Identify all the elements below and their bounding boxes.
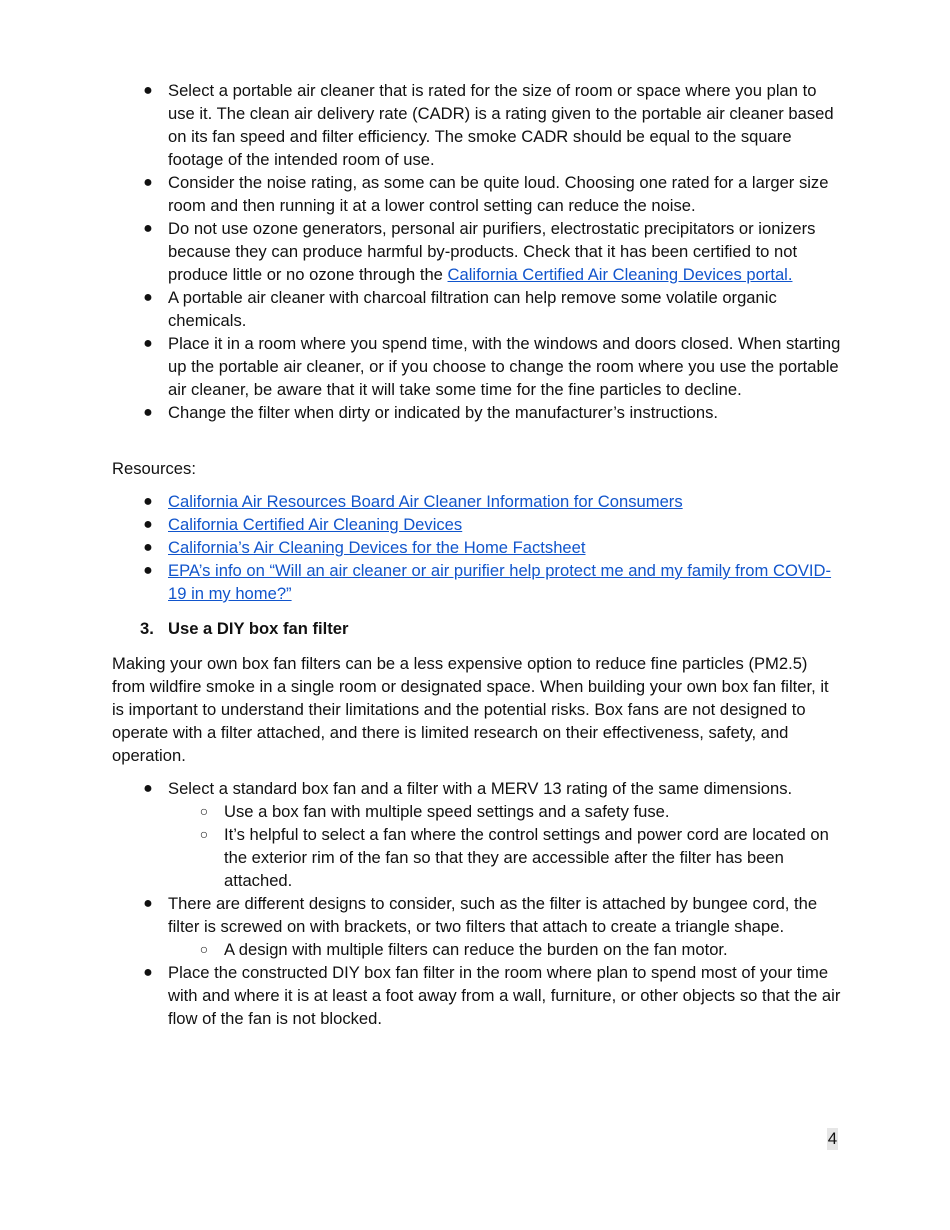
section-number: 3. [140,619,154,638]
list-item [112,171,842,217]
resources-list [112,490,842,605]
bullet-icon: ● [143,780,153,797]
document-content [112,79,842,1030]
bullet-icon: ● [143,562,153,579]
bullet-icon: ● [143,289,153,306]
section-intro-paragraph: Making your own box fan filters can be a less expensive option to reduce fine particles (PM2.5) from wildfire smoke in a single room or designated space. When building your own box fan filter, it is important to understand their limitations and the potential risks. Box fans are not designed to operate with a filter attached, and there is limited research on their effectiveness, safety, and operation. [112,654,829,765]
list-item-text: Place it in a room where you spend time, with the windows and doors closed. When starting up the portable air cleaner, or if you choose to change the room where you use the portable air cleaner, be aware that it will take some time for the fine particles to decline. [168,334,841,399]
bullet-icon: ● [143,82,153,99]
resource-link-factsheet[interactable]: California’s Air Cleaning Devices for the Home Factsheet [168,538,586,557]
box-fan-steps-list [112,777,842,1030]
resources-label: Resources: [112,459,196,478]
list-item-text: Select a portable air cleaner that is rated for the size of room or space where you plan to use it. The clean air delivery rate (CADR) is a rating given to the portable air cleaner based on its fan speed and filter efficiency. The smoke CADR should be equal to the square footage of the intended room of use. [168,81,834,169]
sub-list-item [168,823,842,892]
sub-list [168,800,842,892]
page-number: 4 [827,1129,838,1148]
resource-item [112,513,842,536]
sub-list-item [168,938,842,961]
list-item-text: Select a standard box fan and a filter with a MERV 13 rating of the same dimensions. [168,779,793,798]
list-item [112,961,842,1030]
air-cleaner-tips-list [112,79,842,424]
bullet-icon: ● [143,493,153,510]
sub-list-item-text: A design with multiple filters can reduce the burden on the fan motor. [224,940,728,959]
list-item [112,401,842,424]
resource-link-certified-devices[interactable]: California Certified Air Cleaning Devices [168,515,463,534]
bullet-icon: ● [143,404,153,421]
bullet-icon: ● [143,220,153,237]
bullet-icon: ● [143,964,153,981]
section-title: Use a DIY box fan filter [168,619,349,638]
resource-link-carb-info[interactable]: California Air Resources Board Air Cleaner Information for Consumers [168,492,683,511]
sub-list [168,938,842,961]
list-item [112,777,842,892]
bullet-icon: ● [143,895,153,912]
resource-link-epa-covid[interactable]: EPA’s info on “Will an air cleaner or air purifier help protect me and my family from COVID-19 in my home?” [168,561,832,603]
list-item [112,217,842,286]
hollow-bullet-icon: ○ [199,941,209,957]
list-item-text: A portable air cleaner with charcoal filtration can help remove some volatile organic chemicals. [168,288,777,330]
list-item-text: There are different designs to consider, such as the filter is attached by bungee cord, the filter is screwed on with brackets, or two filters that attach to create a triangle shape. [168,894,818,936]
list-item-text: Do not use ozone generators, personal air purifiers, electrostatic precipitators or ionizers because they can produce harmful by-products. Check that it has been certified to not produce little or no ozone through the [168,219,816,284]
list-item [112,286,842,332]
certified-devices-portal-link[interactable]: California Certified Air Cleaning Devices portal. [447,265,793,284]
list-item-text: Change the filter when dirty or indicated by the manufacturer’s instructions. [168,403,719,422]
bullet-icon: ● [143,516,153,533]
list-item [112,79,842,171]
list-item-text: Place the constructed DIY box fan filter in the room where plan to spend most of your time with and where it is at least a foot away from a wall, furniture, or other objects so that the air flow of the fan is not blocked. [168,963,841,1028]
hollow-bullet-icon: ○ [199,826,209,842]
sub-list-item-text: Use a box fan with multiple speed settings and a safety fuse. [224,802,670,821]
list-item-text: Consider the noise rating, as some can be quite loud. Choosing one rated for a larger size room and then running it at a lower control setting can reduce the noise. [168,173,829,215]
hollow-bullet-icon: ○ [199,803,209,819]
bullet-icon: ● [143,174,153,191]
resource-item [112,490,842,513]
resource-item [112,536,842,559]
sub-list-item [168,800,842,823]
resource-item [112,559,842,605]
list-item [112,332,842,401]
sub-list-item-text: It’s helpful to select a fan where the control settings and power cord are located on the exterior rim of the fan so that they are accessible after the filter has been attached. [224,825,829,890]
list-item [112,892,842,961]
section-heading [112,617,842,640]
bullet-icon: ● [143,335,153,352]
bullet-icon: ● [143,539,153,556]
